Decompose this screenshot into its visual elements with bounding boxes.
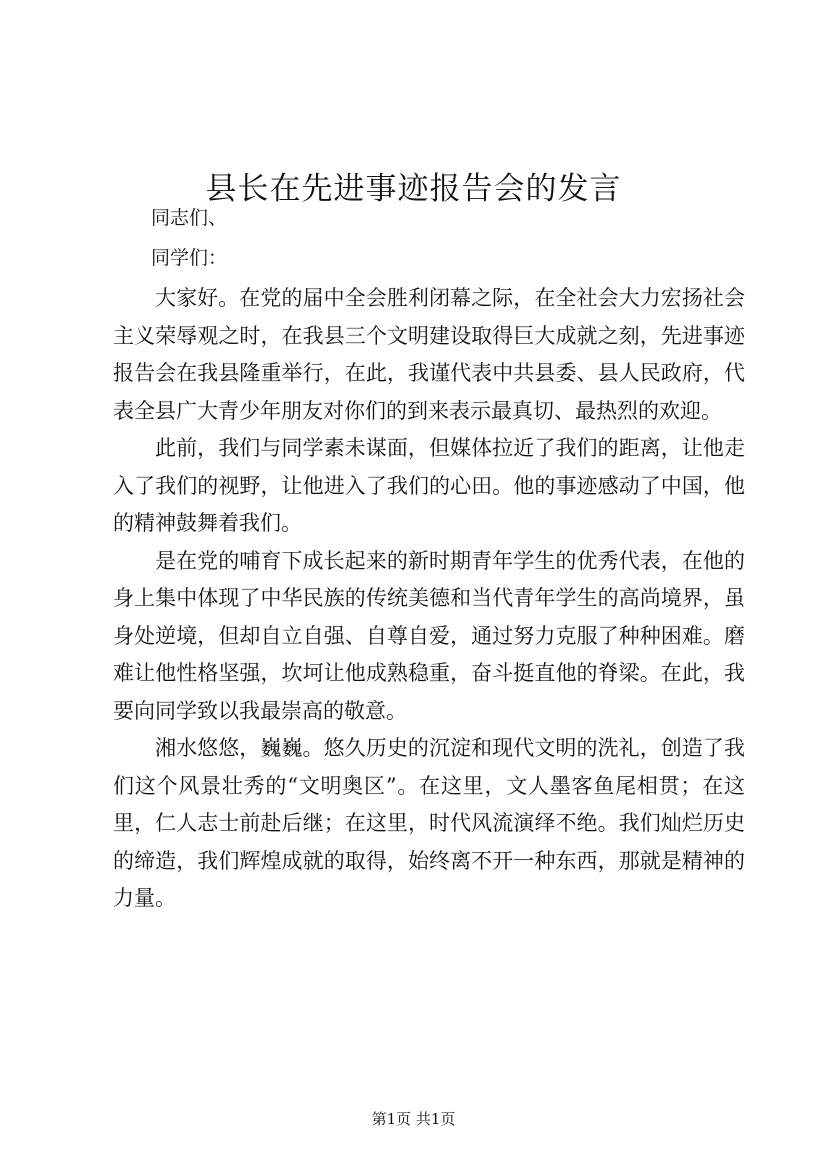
document-title: 县长在先进事迹报告会的发言 (205, 170, 622, 207)
body-paragraph: 湘水悠悠，巍巍。悠久历史的沉淀和现代文明的洗礼，创造了我们这个风景壮秀的“文明奥区”。在这里，文人墨客鱼尾相贯；在这里，仁人志士前赴后继；在这里，时代风流演绎不绝。我们灿烂历史的缔造，我们辉煌成就的取得，始终离不开一种东西，那就是精神的力量。 (113, 736, 745, 910)
body-paragraph: 此前，我们与同学素未谋面，但媒体拉近了我们的距离，让他走入了我们的视野，让他进入了我们的心田。他的事迹感动了中国，他的精神鼓舞着我们。 (113, 436, 745, 535)
greeting-line: 同学们： (151, 247, 228, 269)
page-footer: 第1页 共1页 (371, 1110, 456, 1128)
body-paragraph: 大家好。在党的届中全会胜利闭幕之际，在全社会大力宏扬社会主义荣辱观之时，在我县三个文明建设取得巨大成就之刻，先进事迹报告会在我县隆重举行，在此，我谨代表中共县委、县人民政府，代表全县广大青少年朋友对你们的到来表示最真切、最热烈的欢迎。 (113, 286, 745, 423)
body-paragraph: 是在党的哺育下成长起来的新时期青年学生的优秀代表，在他的身上集中体现了中华民族的传统美德和当代青年学生的高尚境界，虽身处逆境，但却自立自强、自尊自爱，通过努力克服了种种困难。磨难让他性格坚强，坎坷让他成熟稳重，奋斗挺直他的脊梁。在此，我要向同学致以我最崇高的敬意。 (113, 548, 745, 723)
greeting-line: 同志们、 (151, 207, 228, 229)
document-body (113, 200, 745, 918)
